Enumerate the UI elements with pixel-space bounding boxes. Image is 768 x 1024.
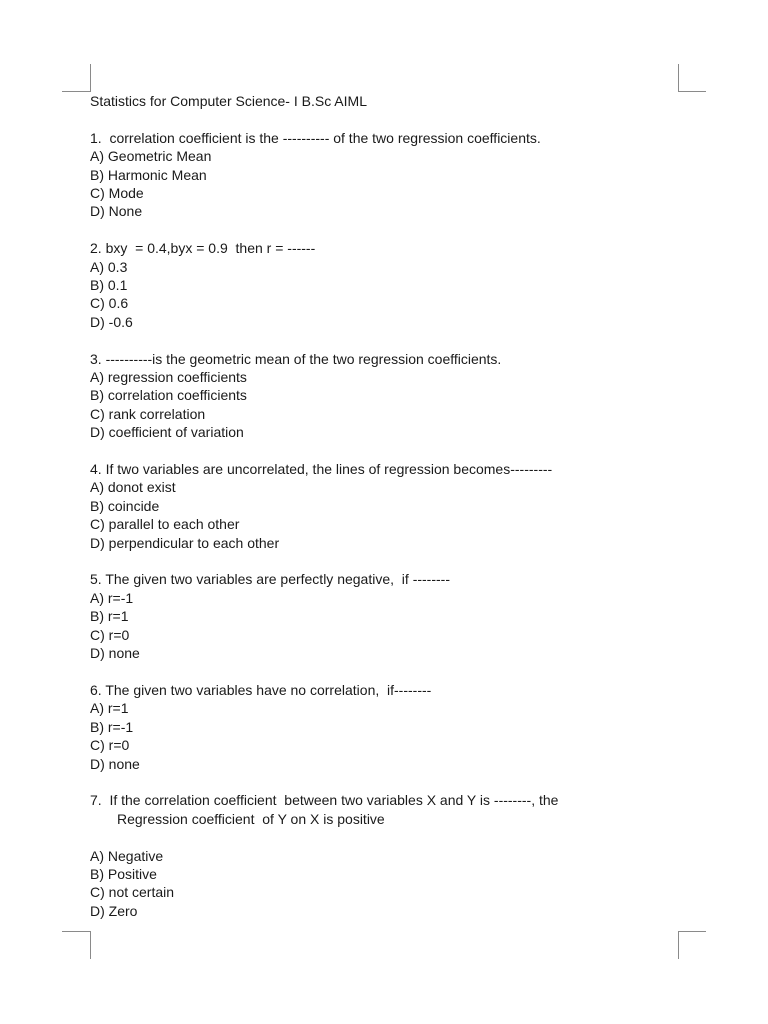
- option-a: A) 0.3: [90, 258, 128, 275]
- option-b: B) 0.1: [90, 277, 128, 294]
- question-stem: 1. correlation coefficient is the ---------- of the two regression coefficients.: [90, 129, 541, 146]
- option-d: D) perpendicular to each other: [90, 534, 280, 551]
- option-d: D) -0.6: [90, 313, 133, 330]
- option-b: B) Positive: [90, 865, 157, 882]
- option-c: C) not certain: [90, 884, 175, 901]
- question-3: [90, 350, 690, 442]
- crop-mark-bottom-left-horizontal: [62, 931, 90, 932]
- question-4: [90, 460, 690, 552]
- option-b: B) r=-1: [90, 718, 134, 735]
- question-stem: 6. The given two variables have no correlation, if--------: [90, 681, 432, 698]
- option-d: D) None: [90, 203, 143, 220]
- option-a: A) r=-1: [90, 589, 134, 606]
- option-a: A) r=1: [90, 700, 129, 717]
- option-d: D) coefficient of variation: [90, 424, 244, 441]
- question-1: [90, 129, 690, 221]
- crop-mark-top-left-vertical: [90, 64, 91, 92]
- option-a: A) regression coefficients: [90, 369, 247, 386]
- question-stem-continuation: Regression coefficient of Y on X is positive: [117, 810, 385, 827]
- option-c: C) rank correlation: [90, 405, 206, 422]
- question-stem: 5. The given two variables are perfectly negative, if --------: [90, 571, 450, 588]
- question-stem: 4. If two variables are uncorrelated, the lines of regression becomes---------: [90, 461, 553, 478]
- option-c: C) Mode: [90, 185, 144, 202]
- question-6: [90, 681, 690, 773]
- option-a: A) donot exist: [90, 479, 176, 496]
- option-c: C) 0.6: [90, 295, 129, 312]
- question-7: [90, 791, 690, 920]
- crop-mark-top-left-horizontal: [62, 91, 90, 92]
- option-d: D) Zero: [90, 902, 138, 919]
- question-stem: 3. ----------is the geometric mean of the two regression coefficients.: [90, 350, 502, 367]
- option-a: A) Negative: [90, 847, 164, 864]
- crop-mark-top-right-vertical: [678, 64, 679, 92]
- question-5: [90, 570, 690, 662]
- option-b: B) Harmonic Mean: [90, 166, 207, 183]
- option-c: C) r=0: [90, 737, 130, 754]
- option-c: C) r=0: [90, 626, 130, 643]
- option-c: C) parallel to each other: [90, 516, 240, 533]
- document-title: Statistics for Computer Science- I B.Sc AIML: [90, 93, 367, 109]
- question-stem: 7. If the correlation coefficient between two variables X and Y is --------, the: [90, 792, 559, 809]
- document-content: [90, 92, 690, 939]
- option-b: B) r=1: [90, 608, 129, 625]
- option-a: A) Geometric Mean: [90, 148, 212, 165]
- question-stem: 2. bxy = 0.4,byx = 0.9 then r = ------: [90, 240, 316, 257]
- option-b: B) coincide: [90, 497, 160, 514]
- option-d: D) none: [90, 645, 140, 662]
- option-d: D) none: [90, 755, 140, 772]
- spacer: [90, 828, 690, 846]
- option-b: B) correlation coefficients: [90, 387, 247, 404]
- question-2: [90, 239, 690, 331]
